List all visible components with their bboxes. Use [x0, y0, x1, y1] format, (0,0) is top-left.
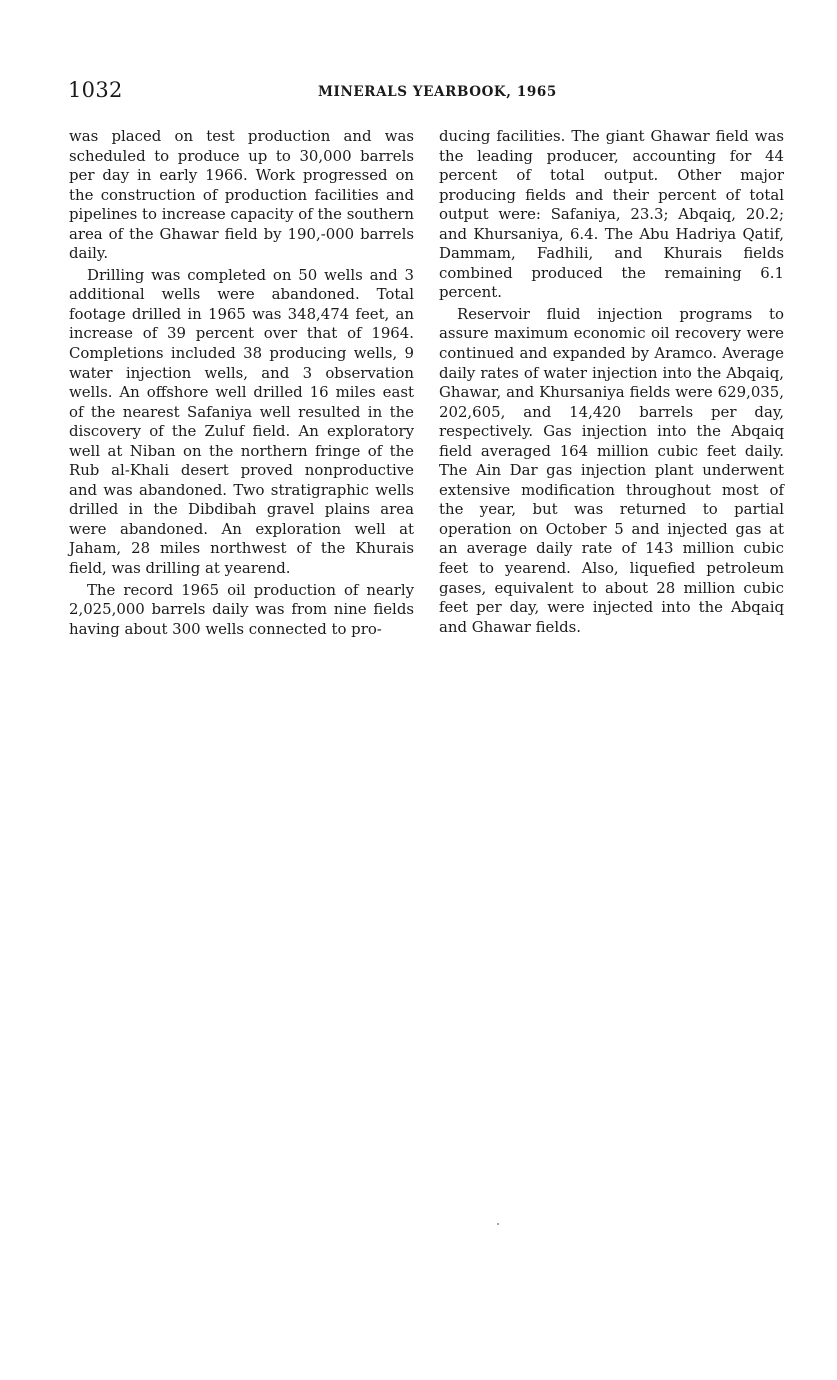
running-head: MINERALS YEARBOOK, 1965	[318, 84, 557, 100]
left-column	[69, 127, 414, 639]
right-column	[439, 127, 784, 637]
scan-speck	[497, 1223, 499, 1225]
paragraph: The record 1965 oil production of nearly 2,025,000 barrels daily was from nine fields having about 300 wells connected to pro-	[69, 580, 414, 638]
paragraph: ducing facilities. The giant Ghawar field was the leading producer, accounting for 44 percent of total output. Other major producing fields and their percent of total output were: Safaniya, 23.3; Abqaiq, 20.2; and Khursaniya, 6.4. The Abu Hadriya Qatif, Dammam, Fadhili, and Khurais fields combined produced the remaining 6.1 percent.	[439, 127, 784, 302]
paragraph: was placed on test production and was scheduled to produce up to 30,000 barrels per day in early 1966. Work progressed on the construction of production facilities and pipelines to increase capacity of the southern area of the Ghawar field by 190,-000 barrels daily.	[69, 127, 414, 263]
page-number: 1032	[68, 78, 123, 102]
paragraph: Reservoir fluid injection programs to assure maximum economic oil recovery were continued and expanded by Aramco. Average daily rates of water injection into the Abqaiq, Ghawar, and Khursaniya fields were 629,035, 202,605, and 14,420 barrels per day, respectively. Gas injection into the Abqaiq field averaged 164 million cubic feet daily. The Ain Dar gas injection plant underwent extensive modification throughout most of the year, but was returned to partial operation on October 5 and injected gas at an average daily rate of 143 million cubic feet to yearend. Also, liquefied petroleum gases, equivalent to about 28 million cubic feet per day, were injected into the Abqaiq and Ghawar fields.	[439, 304, 784, 636]
paragraph: Drilling was completed on 50 wells and 3 additional wells were abandoned. Total footage drilled in 1965 was 348,474 feet, an increase of 39 percent over that of 1964. Completions included 38 producing wells, 9 water injection wells, and 3 observation wells. An offshore well drilled 16 miles east of the nearest Safaniya well resulted in the discovery of the Zuluf field. An exploratory well at Niban on the northern fringe of the Rub al-Khali desert proved nonproductive and was abandoned. Two stratigraphic wells drilled in the Dibdibah gravel plains area were abandoned. An exploration well at Jaham, 28 miles northwest of the Khurais field, was drilling at yearend.	[69, 265, 414, 578]
